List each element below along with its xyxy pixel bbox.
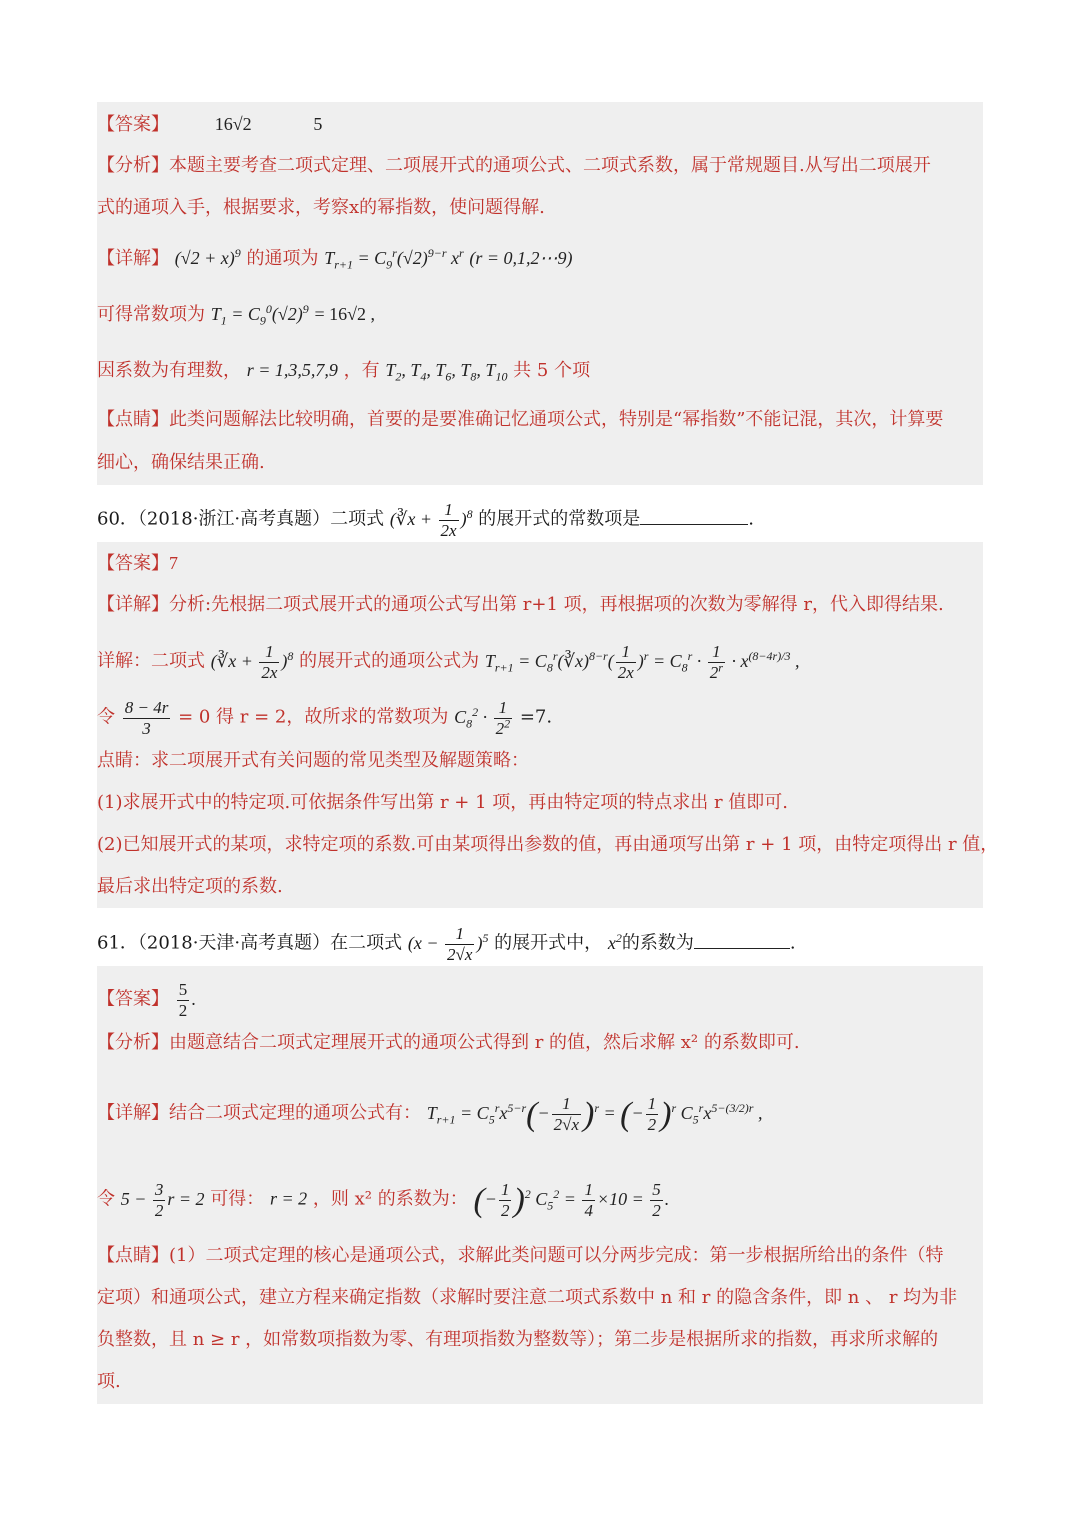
analysis-tag: 【分析】 [97,155,169,176]
q60-tip-3: 最后求出特定项的系数. [97,876,283,897]
formula-x-squared: $x^2$ [607,930,622,953]
q60-tip-2: (2)已知展开式的某项，求特定项的系数.可由某项得出参数的值，再由通项写出第 r + 1 项，由特定项得出 r 值， [97,834,999,855]
question-stem-prefix: 在二项式 [330,932,403,954]
question-stem-mid: 的展开式中， [494,932,603,954]
q61-let-line [97,1180,983,1221]
q60-question [97,500,983,541]
q61-comment-line3: 负整数，且 n ≥ r ，如常数项指数为零、有理项指数为整数等）；第二步是根据所求的指数，再求所求解的 [97,1329,939,1350]
formula-q60-general-term: $T_{r+1}$ = $C_8^r(∛x)^{8-r}$( $\frac{1}{2x}$ )$^r = C_8^r$ · $\frac{1}{2^r}$ · $x^{(8-4r)/3}$ , [484,642,800,682]
formula-range: (r = 0,1,2⋯9) [469,248,573,268]
q60-let-line [97,698,983,739]
q61-analysis-line [97,1031,983,1055]
formula-exponent: $\frac{8 - 4r}{3}$ [124,698,169,738]
let-r: r = 2 [270,1188,308,1209]
answer-tag: 【答案】 [97,114,169,135]
q61-answer-line [97,980,983,1021]
q60-detail2-line [97,642,983,683]
answer-tag: 【答案】 [97,553,169,574]
rational-r: r = 1,3,5,7,9 [246,360,338,380]
q60-detail-line [97,593,983,617]
q59-analysis-line1 [97,154,983,178]
question-period: . [748,508,755,530]
let-suffix: =7. [519,706,553,728]
detail-tag: 【详解】 [97,248,169,269]
rational-mid: ，有 [343,360,380,381]
question-stem-prefix: 二项式 [330,508,385,530]
constant-prefix: 可得常数项为 [97,304,205,325]
answer-value: $\frac{5}{2}$ . [178,980,196,1020]
q59-comment-line2: 细心，确保结果正确. [97,452,265,473]
formula-general-term: $T_{r+1} = C_9^r(√2)^{9-r}$ $x^r$ [324,246,464,272]
formula-constant-term: $C_8^2$ · $\frac{1}{2^2}$ [454,698,511,738]
answer-value: 7 [169,553,178,573]
rational-prefix: 因系数为有理数， [97,360,241,381]
analysis-tag: 【分析】 [97,1032,169,1053]
detail2-prefix: 详解：二项式 [97,650,205,672]
question-source: （2018·天津·高考真题） [137,932,331,954]
answer-blank [694,932,790,949]
q61-question [97,924,983,965]
question-period: . [789,932,796,954]
answer-value-2: 5 [313,114,323,134]
detail-text: 结合二项式定理的通项公式有： [169,1102,421,1124]
analysis-text: 由题意结合二项式定理展开式的通项公式得到 r 的值，然后求解 x² 的系数即可. [169,1032,800,1053]
q59-constant-line [97,302,983,327]
let-prefix: 令 [97,706,115,728]
detail2-mid: 的展开式的通项公式为 [299,650,480,672]
q60-tip-1: (1)求展开式中的特定项.可依据条件写出第 r + 1 项，再由特定项的特点求出 r 值即可. [97,792,789,813]
let-coef: ，则 x² 的系数为： [312,1188,468,1210]
let-mid: = 0 得 r = 2，故所求的常数项为 [178,706,449,728]
detail-text: 的通项为 [246,248,319,269]
formula-q60-binomial: (∛x + $\frac{1}{2x}$ )$^8$ [389,500,473,540]
formula-q61-general-term: $T_{r+1} = C_5^rx^{5-r}(-$ $\frac{1}{2√x}$ )$^r$ = (− $\frac{1}{2}$ )$^r$ $C_5^rx^{5-(3/2)r}$ , [426,1094,763,1134]
question-stem-suffix: 的展开式的常数项是 [478,508,641,530]
comment-text: 此类问题解法比较明确，首要的是要准确记忆通项公式，特别是“幂指数”不能记混，其次，计算要 [169,409,944,430]
q60-answer-line [97,551,983,576]
q61-detail-line [97,1094,983,1135]
formula-exponent-eq: 5 − $\frac{3}{2}$ r = 2 [120,1180,205,1220]
q59-analysis-line2: 式的通项入手，根据要求，考察x的幂指数，使问题得解. [97,197,545,218]
answer-tag: 【答案】 [97,988,169,1010]
question-number: 60． [97,508,138,530]
let-prefix: 令 [97,1188,115,1210]
constant-value: = 16√2 , [314,304,376,324]
q59-comment-line1 [97,408,983,432]
q59-detail-line [97,246,983,271]
q60-tip-title: 点睛：求二项展开式有关问题的常见类型及解题策略： [97,750,529,771]
question-source: （2018·浙江·高考真题） [137,508,331,530]
answer-value: 16√2 [214,114,252,134]
formula-q61-binomial: (x − $\frac{1}{2√x}$ )$^5$ [407,924,489,964]
comment-tag: 【点睛】 [97,409,169,430]
q61-comment-line2: 定项）和通项公式，建立方程来确定指数（求解时要注意二项式系数中 n 和 r 的隐含条件，即 n 、 r 均为非 [97,1287,958,1308]
comment-text: (1）二项式定理的核心是通项公式，求解此类问题可以分两步完成：第一步根据所给出的条件（特 [169,1245,944,1266]
analysis-text: 本题主要考查二项式定理、二项展开式的通项公式、二项式系数，属于常规题目.从写出二项展开 [169,155,931,176]
formula-constant: $T_1 = C_9^0(√2)^9$ [210,302,309,328]
q59-rational-line [97,358,983,383]
formula-q60-binomial-2: (∛x + $\frac{1}{2x}$ )$^8$ [210,642,294,682]
question-stem-suffix: 的系数为 [621,932,694,954]
answer-blank [640,508,748,525]
let-mid: 可得： [210,1188,265,1210]
q59-answer-line [97,112,983,137]
q61-comment-line1 [97,1244,983,1268]
detail-tag: 【详解】 [97,1102,169,1124]
formula-terms: $T_2$, $T_4$, $T_6$, $T_8$, $T_{10}$ [385,360,508,384]
q61-comment-line4: 项. [97,1371,121,1392]
comment-tag: 【点睛】 [97,1245,169,1266]
detail-text: 分析:先根据二项式展开式的通项公式写出第 r+1 项，再根据项的次数为零解得 r，代入即得结果. [169,594,944,615]
detail-tag: 【详解】 [97,594,169,615]
rational-suffix: 共 5 个项 [513,360,591,381]
formula-binomial: $(√2 + x)^9$ [174,246,241,268]
formula-coefficient: (− $\frac{1}{2}$ )$^2$ $C_5^2$ = $\frac{1}{4}$ ×10 = $\frac{5}{2}$ . [473,1180,670,1220]
question-number: 61． [97,932,138,954]
